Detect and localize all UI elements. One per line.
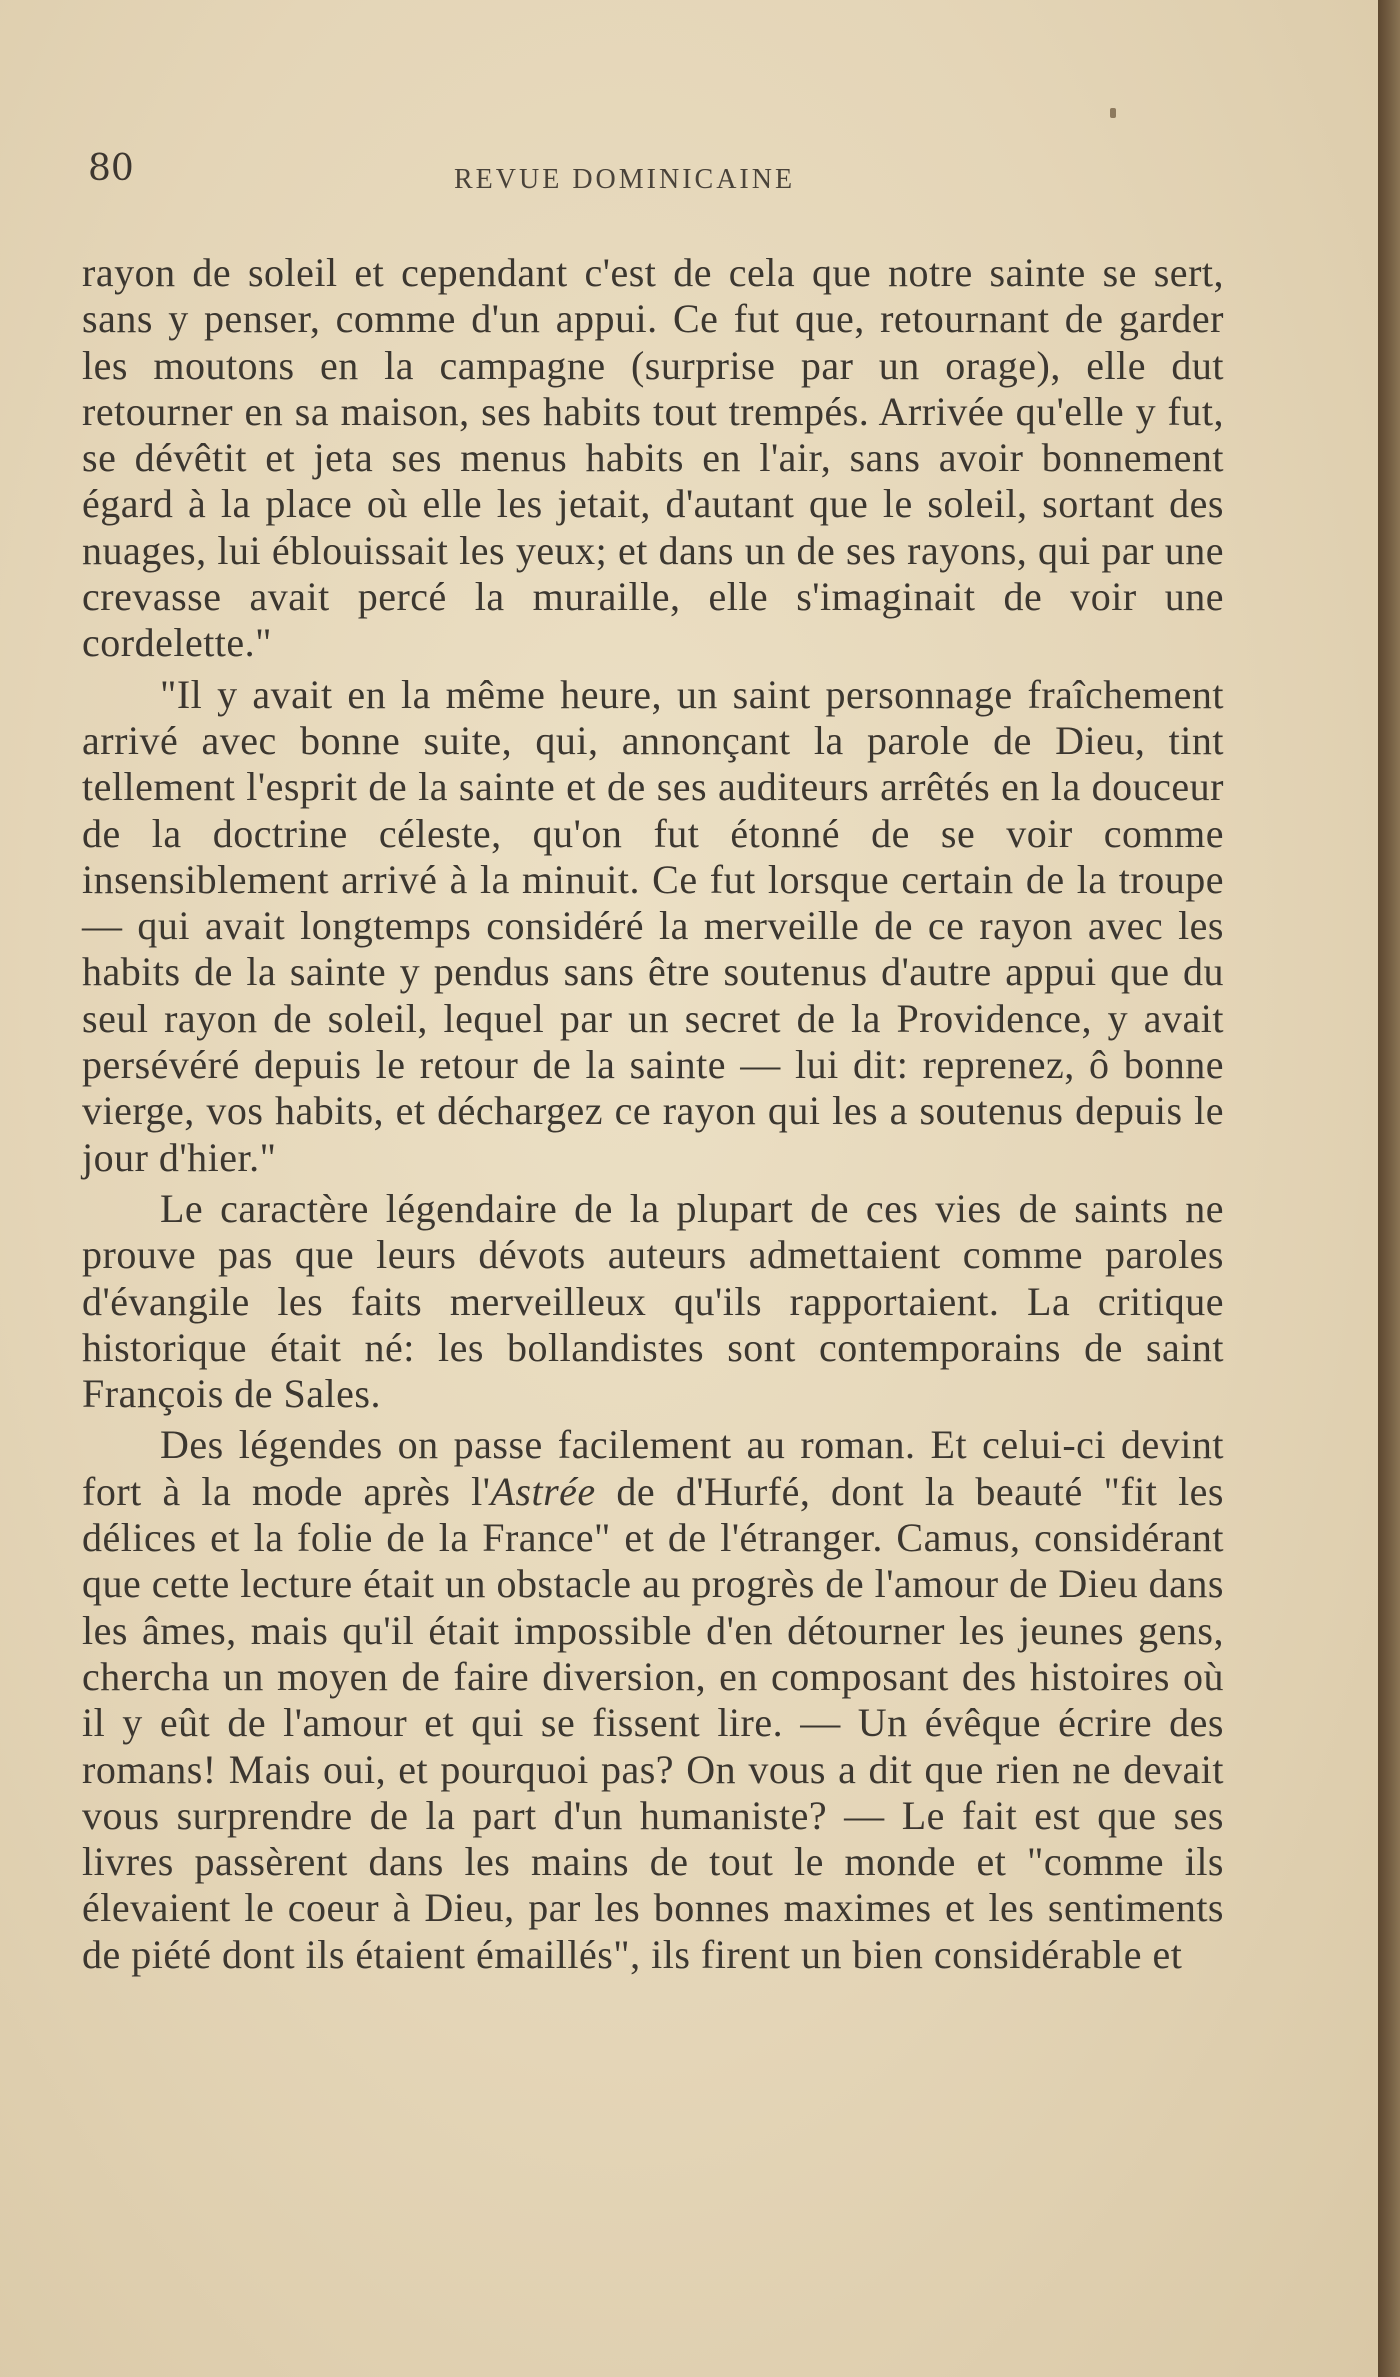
- paragraph-2-text: "Il y avait en la même heure, un saint personnage fraîchement arrivé avec bonne suite, qui, annonçant la parole de Dieu, tint tellement l'esprit de la sainte et de ses auditeurs arrêtés en la douceur de la doctrine céleste, qu'on fut étonné de se voir comme insensiblement arrivé à la minuit. Ce fut lorsque certain de la troupe — qui avait longtemps considéré la merveille de ce rayon avec les habits de la sainte y pendus sans être soutenus d'autre appui que du seul rayon de soleil, lequel par un secret de la Providence, y avait persévéré depuis le retour de la sainte — lui dit: reprenez, ô bonne vierge, vos habits, et déchargez ce rayon qui les a soutenus depuis le jour d'hier.": [82, 671, 1224, 1180]
- paragraph-2: [82, 672, 1224, 1181]
- book-title-astree: Astrée: [490, 1468, 596, 1514]
- paragraph-3-text: Le caractère légendaire de la plupart de ces vies de saints ne prouve pas que leurs dévots auteurs admettaient comme paroles d'évangile les faits merveilleux qu'ils rapportaient. La critique historique était né: les bollandistes sont contemporains de saint François de Sales.: [82, 1185, 1224, 1417]
- body-text: [82, 250, 1224, 1983]
- paragraph-1-text: rayon de soleil et cependant c'est de cela que notre sainte se sert, sans y penser, comme d'un appui. Ce fut que, retournant de garder les moutons en la campagne (surprise par un orage), elle dut retourner en sa maison, ses habits tout trempés. Arrivée qu'elle y fut, se dévêtit et jeta ses menus habits en l'air, sans avoir bonnement égard à la place où elle les jetait, d'autant que le soleil, sortant des nuages, lui éblouissait les yeux; et dans un de ses rayons, qui par une crevasse avait percé la muraille, elle s'imaginait de voir une cordelette.": [82, 250, 1224, 666]
- paragraph-3: [82, 1186, 1224, 1417]
- paragraph-4: [82, 1422, 1224, 1978]
- page-edge: [1378, 0, 1400, 2377]
- paragraph-4-text-before: Des légendes on passe facilement au roman. Et celui-ci devint fort à la mode après l': [82, 1422, 1224, 1514]
- paragraph-4-text-after: de d'Hurfé, dont la beauté "fit les délices et la folie de la France" et de l'étranger. Camus, considérant que cette lecture était un obstacle au progrès de l'amour de Dieu dans les âmes, mais qu'il était impossible d'en détourner les jeunes gens, chercha un moyen de faire diversion, en composant des histoires où il y eût de l'amour et qui se fissent lire. — Un évêque écrire des romans! Mais oui, et pourquoi pas? On vous a dit que rien ne devait vous surprendre de la part d'un humaniste? — Le fait est que ses livres passèrent dans les mains de tout le monde et "comme ils élevaient le coeur à Dieu, par les bonnes maximes et les sentiments de piété dont ils étaient émaillés", ils firent un bien considérable et: [82, 1468, 1224, 1977]
- paragraph-1: [82, 250, 1224, 667]
- page-header: [88, 148, 1238, 208]
- running-head: REVUE DOMINICAINE: [454, 164, 796, 195]
- page-number: 80: [88, 148, 134, 189]
- ink-speck: [1110, 108, 1116, 118]
